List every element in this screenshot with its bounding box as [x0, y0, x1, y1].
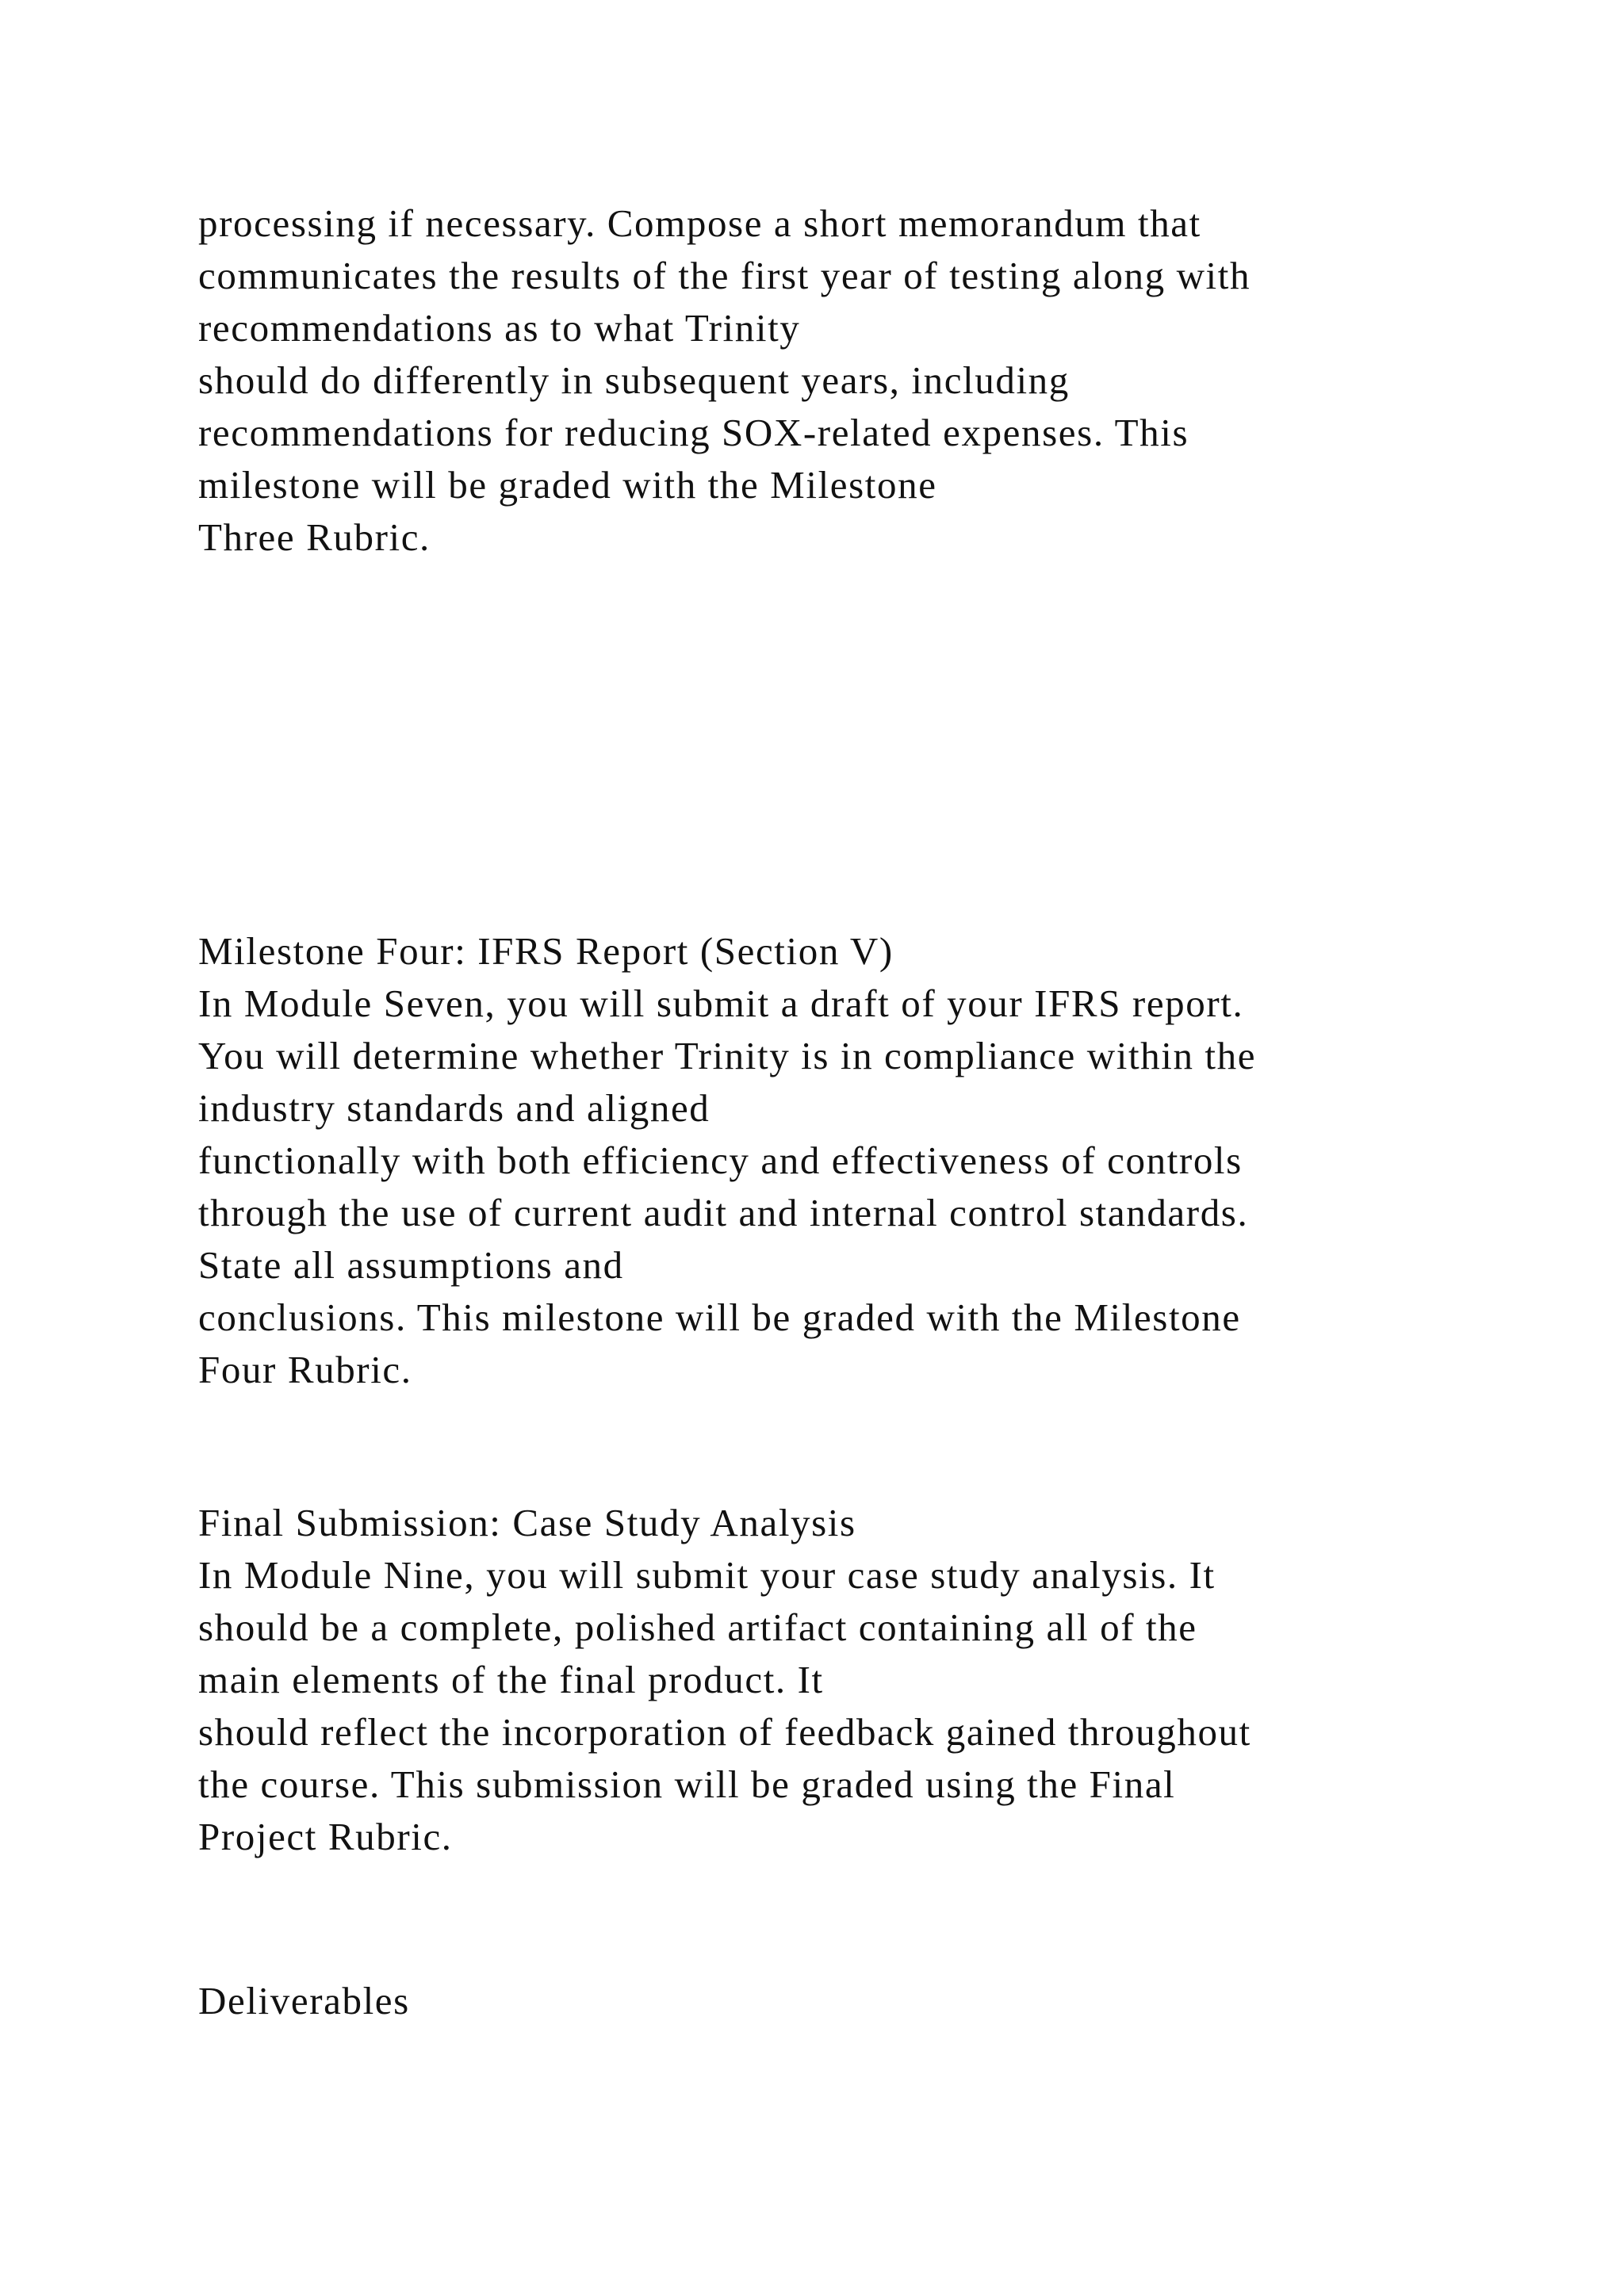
- text-line: Project Rubric.: [198, 1815, 453, 1858]
- text-line: milestone will be graded with the Milestone: [198, 463, 937, 507]
- final-submission-section: [198, 1497, 1546, 1863]
- text-line: should reflect the incorporation of feedback gained throughout: [198, 1710, 1251, 1754]
- section-heading: Milestone Four: IFRS Report (Section V): [198, 929, 894, 973]
- text-line: Four Rubric.: [198, 1348, 412, 1391]
- text-line: functionally with both efficiency and effectiveness of controls: [198, 1138, 1243, 1182]
- text-line: recommendations for reducing SOX-related expenses. This: [198, 411, 1189, 454]
- section-heading: Final Submission: Case Study Analysis: [198, 1501, 856, 1544]
- text-line: through the use of current audit and internal control standards.: [198, 1191, 1249, 1234]
- text-line: In Module Nine, you will submit your case study analysis. It: [198, 1553, 1216, 1597]
- text-line: main elements of the final product. It: [198, 1658, 824, 1701]
- deliverables-section: [198, 1975, 1546, 2027]
- text-line: conclusions. This milestone will be graded with the Milestone: [198, 1295, 1241, 1339]
- milestone-three-paragraph: [198, 197, 1546, 564]
- text-line: processing if necessary. Compose a short memorandum that: [198, 201, 1201, 245]
- text-line: recommendations as to what Trinity: [198, 306, 801, 350]
- text-line: In Module Seven, you will submit a draft of your IFRS report.: [198, 982, 1244, 1025]
- text-line: industry standards and aligned: [198, 1086, 710, 1130]
- text-line: You will determine whether Trinity is in compliance within the: [198, 1034, 1257, 1077]
- milestone-four-section: [198, 925, 1546, 1396]
- text-line: should do differently in subsequent years, including: [198, 358, 1070, 402]
- text-line: Three Rubric.: [198, 515, 431, 559]
- text-line: State all assumptions and: [198, 1243, 624, 1287]
- section-heading: Deliverables: [198, 1979, 410, 2022]
- text-line: should be a complete, polished artifact containing all of the: [198, 1605, 1197, 1649]
- text-line: communicates the results of the first year of testing along with: [198, 254, 1251, 297]
- text-line: the course. This submission will be graded using the Final: [198, 1762, 1176, 1806]
